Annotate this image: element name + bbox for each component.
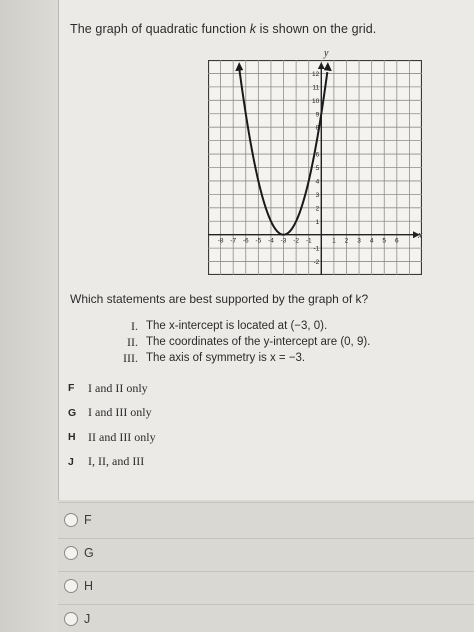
choice-text: II and III only: [88, 429, 156, 444]
y-tick-label: 5: [315, 165, 320, 172]
x-tick-label: -8: [217, 237, 224, 245]
choice-letter: J: [68, 455, 74, 468]
radio-button[interactable]: [64, 513, 78, 527]
y-tick-label: 6: [315, 151, 320, 159]
x-tick-label: 5: [382, 237, 387, 245]
radio-button[interactable]: [64, 579, 78, 593]
question-title-text: The graph of quadratic function: [70, 22, 250, 36]
divider: [58, 538, 474, 539]
y-tick-label: 9: [315, 111, 320, 119]
statement-number: I.: [131, 319, 138, 333]
x-tick-label: -6: [242, 237, 249, 245]
divider: [58, 571, 474, 572]
quadratic-graph: [208, 48, 423, 275]
answer-label[interactable]: J: [84, 612, 91, 626]
question-prompt: Which statements are best supported by the graph of k?: [70, 292, 369, 306]
statement-text: The coordinates of the y-intercept are (0, 9).: [146, 336, 371, 348]
divider: [58, 604, 474, 605]
x-axis-label: x: [418, 230, 423, 241]
statement-text: The x-intercept is located at (−3, 0).: [146, 320, 328, 332]
function-name: k: [249, 22, 257, 36]
answer-option-f[interactable]: [64, 510, 92, 530]
statement-number: II.: [127, 335, 138, 349]
y-tick-label: 11: [312, 84, 320, 92]
x-tick-label: -2: [293, 237, 300, 245]
x-tick-label: -5: [255, 237, 262, 245]
choice-letter: H: [68, 431, 76, 444]
y-tick-label: -2: [313, 259, 320, 267]
choice-item: [68, 425, 156, 450]
statement-item: [108, 318, 370, 334]
x-tick-label: -1: [305, 237, 312, 245]
choice-text: I, II, and III: [88, 454, 145, 469]
choice-letter: F: [68, 382, 75, 395]
x-tick-label: -7: [230, 237, 237, 245]
x-tick-label: 6: [395, 237, 399, 245]
y-tick-label: 1: [315, 218, 320, 226]
answer-option-h[interactable]: [64, 576, 93, 596]
y-tick-label: 12: [312, 70, 320, 78]
x-tick-label: 4: [369, 237, 374, 245]
radio-button[interactable]: [64, 546, 78, 560]
x-tick-label: -3: [280, 237, 287, 245]
y-tick-label: 4: [315, 178, 320, 186]
x-tick-label: 3: [357, 237, 361, 245]
choice-item: [68, 401, 156, 426]
page-margin: [0, 0, 58, 632]
statement-number: III.: [123, 351, 138, 365]
y-tick-label: 10: [312, 97, 320, 105]
y-axis-label: y: [324, 48, 329, 59]
divider: [58, 502, 474, 503]
choice-item: [68, 376, 156, 401]
statement-item: [108, 350, 370, 366]
answer-option-j[interactable]: [64, 609, 90, 629]
x-tick-label: 1: [332, 237, 336, 245]
question-title: [70, 22, 376, 36]
x-tick-label: -4: [268, 237, 274, 245]
y-tick-label: 8: [315, 124, 320, 132]
answer-option-g[interactable]: [64, 543, 94, 563]
choice-text: I and II only: [88, 380, 148, 395]
choice-text: I and III only: [88, 405, 152, 420]
graph-svg: [208, 60, 422, 275]
statement-text: The axis of symmetry is x = −3.: [146, 352, 306, 364]
y-tick-label: 2: [315, 205, 320, 213]
y-tick-label: 3: [315, 191, 320, 199]
x-tick-label: 2: [344, 237, 349, 245]
question-title-end: is shown on the grid.: [256, 22, 377, 36]
answer-label[interactable]: G: [84, 546, 94, 560]
answer-label[interactable]: F: [84, 513, 92, 527]
radio-button[interactable]: [64, 612, 78, 626]
statement-list: [108, 318, 370, 366]
choice-item: [68, 450, 156, 475]
statement-item: [108, 334, 370, 350]
answer-label[interactable]: H: [84, 579, 94, 593]
choice-letter: G: [68, 406, 77, 419]
choice-list: [68, 376, 156, 474]
y-tick-label: -1: [313, 245, 320, 253]
